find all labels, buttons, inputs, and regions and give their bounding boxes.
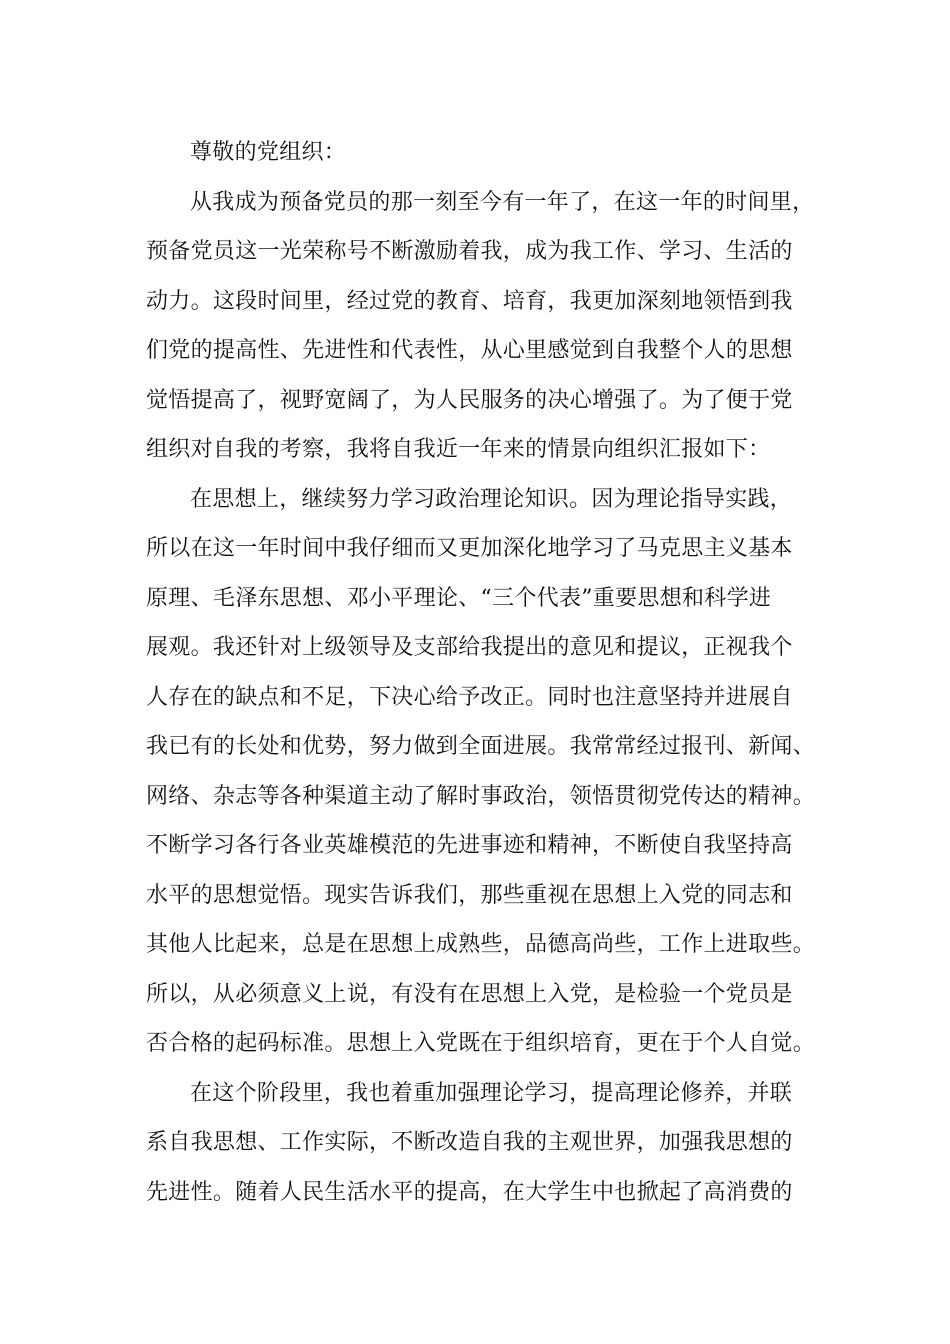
paragraph-2-line-3: 原理、毛泽东思想、邓小平理论、“三个代表”重要思想和科学进 <box>146 585 772 611</box>
paragraph-2-line-9: 水平的思想觉悟。现实告诉我们，那些重视在思想上入党的同志和 <box>146 882 793 908</box>
paragraph-2-line-6: 我已有的长处和优势，努力做到全面进展。我常常经过报刊、新闻、 <box>146 734 816 759</box>
paragraph-1-line-5: 觉悟提高了，视野宽阔了，为人民服务的决心增强了。为了便于党 <box>146 387 793 413</box>
paragraph-2-line-11: 所以，从必须意义上说，有没有在思想上入党，是检验一个党员是 <box>146 981 793 1007</box>
paragraph-1-line-6: 组织对自我的考察，我将自我近一年来的情景向组织汇报如下： <box>146 437 771 462</box>
paragraph-2-line-5: 人存在的缺点和不足，下决心给予改正。同时也注意坚持并进展自 <box>146 684 793 710</box>
paragraph-2-line-12: 否合格的起码标准。思想上入党既在于组织培育，更在于个人自觉。 <box>146 1031 816 1056</box>
paragraph-1-line-3: 动力。这段时间里，经过党的教育、培育，我更加深刻地领悟到我 <box>146 288 793 314</box>
paragraph-2-line-2: 所以在这一年时间中我仔细而又更加深化地学习了马克思主义基本 <box>146 536 793 561</box>
paragraph-1-line-1: 从我成为预备党员的那一刻至今有一年了，在这一年的时间里， <box>190 189 815 215</box>
paragraph-2-line-4: 展观。我还针对上级领导及支部给我提出的意见和提议，正视我个 <box>146 635 793 660</box>
paragraph-1-line-4: 们党的提高性、先进性和代表性，从心里感觉到自我整个人的思想 <box>146 338 793 363</box>
paragraph-3-line-1: 在这个阶段里，我也着重加强理论学习，提高理论修养，并联 <box>190 1080 793 1106</box>
document-body <box>146 128 836 1217</box>
paragraph-2-line-1: 在思想上，继续努力学习政治理论知识。因为理论指导实践， <box>190 486 793 512</box>
paragraph-2-line-8: 不断学习各行各业英雄模范的先进事迹和精神，不断使自我坚持高 <box>146 833 793 858</box>
paragraph-2-line-7: 网络、杂志等各种渠道主动了解时事政治，领悟贯彻党传达的精神。 <box>146 783 816 809</box>
salutation: 尊敬的党组织： <box>190 140 347 165</box>
paragraph-3-line-2: 系自我思想、工作实际，不断改造自我的主观世界，加强我思想的 <box>146 1130 793 1155</box>
paragraph-2-line-10: 其他人比起来，总是在思想上成熟些，品德高尚些，工作上进取些。 <box>146 932 816 957</box>
paragraph-1-line-2: 预备党员这一光荣称号不断激励着我，成为我工作、学习、生活的 <box>146 239 793 264</box>
paragraph-3-line-3: 先进性。随着人民生活水平的提高，在大学生中也掀起了高消费的 <box>146 1179 793 1205</box>
